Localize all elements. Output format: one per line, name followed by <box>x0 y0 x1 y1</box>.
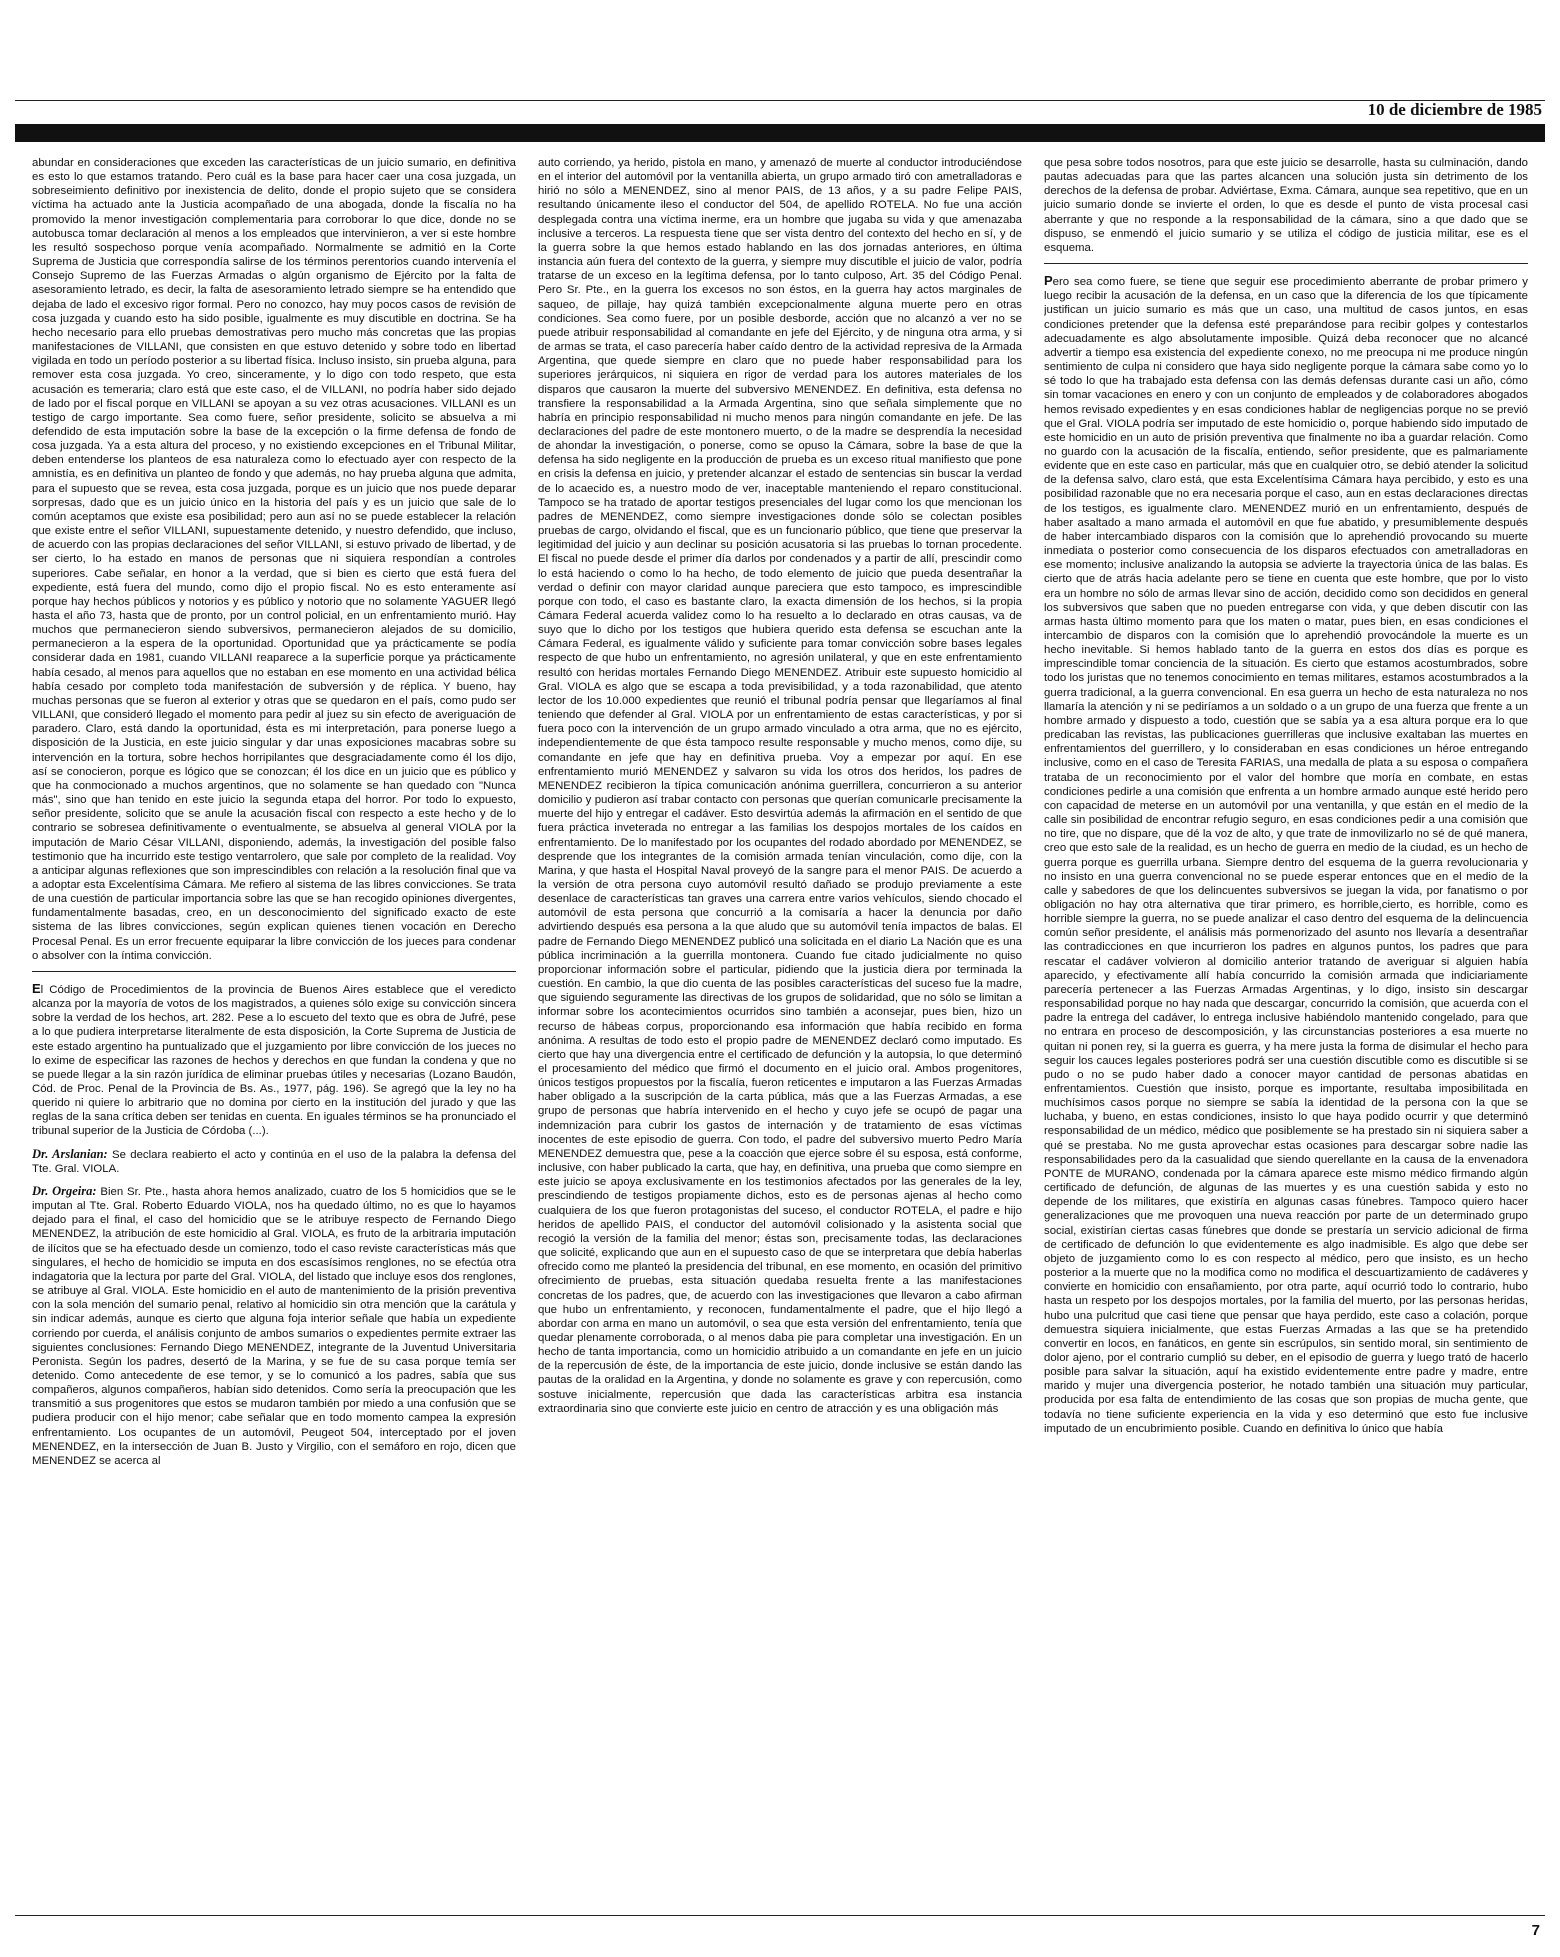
paragraph-text: l Código de Procedimientos de la provincia de Buenos Aires establece que el veredicto alcanza por la mayoría de votos de los magistrados, a quienes sólo exige su convicción sincera sobre la verdad de los hechos, art. 282. Pese a lo escueto del texto que es obra de Jufré, pese a lo que pudiera interpretarse literalmente de esta disposición, la Corte Suprema de Justicia de este estado argentino ha puntualizado que el juzgamiento por libre convicción de los jueces no lo exime de especificar las razones de hechos y derechos en que fundan la condena y que no se puede llegar a la sin razón jurídica de eliminar pruebas útiles y necesarias (Lozano Baudón, Cód. de Proc. Penal de la Provincia de Bs. As., 1977, pág. 196). Se agregó que la ley no ha querido ni quiere lo arbitrario que no domina por cierto en la institución del jurado y que las reglas de la sana crítica deben ser tenidas en cuenta. En iguales términos se ha pronunciado el tribunal superior de la Justicia de Córdoba (...). <box>32 983 516 1138</box>
footer-rule <box>15 1915 1545 1916</box>
paragraph-text: ero sea como fuere, se tiene que seguir ese procedimiento aberrante de probar primero y luego recibir la acusación de la defensa, en un caso que la diferencia de los que típicamente justifican un juicio sumario es más que un caso, una multitud de casos juntos, en esas condiciones pretender que la defensa esté preparándose para recibir golpes y contestarlos adecuadamente es algo absolutamente imposible. Quizá deba reconocer que no alcancé advertir a tiempo esa existencia del expediente conexo, no me preocupa ni me produce ningún sentimiento de culpa ni considero que haya sido negligente porque la cámara sabe como yo lo sé todo lo que ha trabajado esta defensa con las demás defensas durante casi un año, cómo sin tomar vacaciones en enero y con un conjunto de empleados y de colaboradores abogados hemos revisado expedientes y en esas condiciones hablar de negligencias porque no se previó que el Gral. VIOLA podría ser imputado de este homicidio o, porque habiendo sido imputado de este homicidio en un auto de prisión preventiva que finalmente no iba a guardar relación. Como no guardo con la acusación de la fiscalía, entiendo, señor presidente, que es palmariamente evidente que en este caso en particular, más que en cualquier otro, se debió atender la solicitud de la defensa salvo, claro está, que esta Excelentísima Cámara haya percibido, y esto es una posibilidad razonable que no era necesaria porque el caso, aun en estas declaraciones directas de los testigos, es igualmente claro. MENENDEZ murió en un enfrentamiento, después de haber asaltado a mano armada el automóvil en que fue abatido, y presumiblemente después de haber intercambiado disparos con la comisión que lo aprehendió provocando su muerte inmediata o posterior como consecuencia de los disparos efectuados con ametralladoras en ese momento; inclusive analizando la autopsia se advierte la trayectoria única de las balas. Es cierto que de atrás hacia adelante pero se tiene en cuenta que este hombre, que por lo visto era un hombre no sólo de armas llevar sino de acción, decidido como son decididos en general los subversivos que saben que no pueden entregarse con vida, y que deben discutir con las armas hasta último momento para que los maten o matar, pues bien, en esas condiciones el intercambio de disparos con la comisión que lo aprehendió provocándole la muerte es un hecho inevitable. Si hemos hablado tanto de la guerra en estos dos días es porque es imprescindible tomar conciencia de la situación. Es cierto que estamos acostumbrados, sobre todo los juristas que no tenemos conocimiento en temas militares, estamos acostumbrados a la guerra tradicional, a la guerra convencional. En esa guerra un hecho de esta naturaleza no nos llamaría la atención y ni se pediríamos a un soldado o a un grupo de una fuerza que frente a un hombre armado y dispuesto a todo, cuestión que se sabía ya a esa altura porque era lo que predicaban las revistas, las publicaciones guerrilleras que inclusive exaltaban las muertes en enfrentamientos del guerrillero, y lo consideraban en esas condiciones un héroe entregando inclusive, como en el caso de Teresita FARIAS, una medalla de plata a su esposa o compañera trataba de un reconocimiento por el valor del hombre que moría en combate, en estas condiciones pedirle a una comisión que enfrenta a un hombre armado aunque esté herido pero con capacidad de meterse en un automóvil por una ventanilla, y que están en el medio de la calle sin posibilidad de encontrar refugio seguro, en esas condiciones pedir a una comisión que no tire, que no dispare, que dé la voz de alto, y que trate de inmovilizarlo no sé de qué manera, creo que esto sale de la realidad, es un hecho de guerra en medio de la ciudad, es un hecho de guerra porque es guerrilla urbana. Siempre dentro del esquema de la guerra revolucionaria y no insisto en una guerra convencional no se puede esperar entonces que en el medio de la calle y sabedores de que los delincuentes subversivos se juegan la vida, por fanatismo o por obligación no hay otra alternativa que tirar primero, es horrible,cierto, es horrible, como es horrible siempre la guerra, no se puede analizar el caso dentro del esquema de la delincuencia común señor presidente, el análisis más pormenorizado del asunto nos llevaría a desentrañar las contradicciones en que incurrieron los padres en algunos puntos, los padres que para rescatar el cadáver volvieron al domicilio anterior tratando de averiguar si alguien había aparecido, y efectivamente allí había concurrido la comisión armada que indiciariamente parecería pertenecer a las Fuerzas Armadas Argentinas, y lo digo, insisto sin descargar responsabilidad porque no hay nada que descargar, concurrido la comisión, que acuerda con el padre la entrega del cadáver, lo entrega inclusive habiéndolo mantenido congelado, para que no entrara en proceso de descomposición, y las circunstancias posteriores a esa muerte no quitan ni ponen rey, si la guerra es guerra, y ha mere justa la forma de disimular el hecho para seguir los cauces legales posteriores podrá ser una cuestión discutible como es discutible si se pudo o no se pudo haber dado a conocer mayor cantidad de personas abatidas en enfrentamientos. Cuestión que insisto, porque es importante, resultaba imposibilitada en muchísimos casos porque no siempre se sabía la identidad de la persona con la que se luchaba, y bueno, en estas condiciones, insisto lo que haya podido ocurrir y que determinó responsabilidad de un médico, médico que posiblemente se ha prestado sin ni siquiera saber a qué se prestaba. No me gusta aprovechar estas ocasiones para descargar sobre nadie las responsabilidades pero da la casualidad que siendo querellante en la causa de la envenadora PONTE de MURANO, condenada por la cámara aparece este mismo médico firmando algún certificado de defunción, de algunas de las muertes y es una cuestión sabida y esto no depende de los militares, que existiría en algunas casas fúnebres. Tampoco quiero hacer generalizaciones que me provoquen una nueva reacción por parte de un determinado grupo social, existirían ciertas casas fúnebres que donde se prestaría un servicio adicional de firma de certificado de defunción lo que evidentemente es algo inadmisible. Es algo que debe ser objeto de juzgamiento como lo es con respecto al médico, pero que insisto, es un hecho posterior a la muerte que no la modifica como no modifica el descuartizamiento de cadáveres y convierte en homicidio con ensañamiento, por otra parte, aquí ocurrió todo lo contrario, hubo hasta un respeto por los despojos mortales, por la familia del muerto, por las personas heridas, hubo una pulcritud que casi tiene que pensar que haya perdido, este caso a colación, porque demuestra siquiera inicialmente, que estas Fuerzas Armadas a las que se ha pretendido convertir en locos, en fanáticos, en gente sin escrúpulos, sin sentido moral, sin sentimiento de dolor ajeno, por el contrario cumplió su deber, en el episodio de guerra y luego trató de hacerlo posible para salvar la situación, aquí ha existido evidentemente entre padre y madre, entre marido y mujer una divergencia posterior, he notado también una situación muy particular, producida por esa falta de entendimiento de las cosas que son propias de mucha gente, que todavía no tiene suficiente experiencia en la vida y eso determinó que esto fue inclusive imputado de un encubrimiento posible. Cuando en definitiva lo único que había <box>1044 276 1528 1435</box>
article-body <box>32 156 1528 1908</box>
column-2 <box>538 156 1022 1908</box>
section-divider <box>1044 263 1528 264</box>
initial-letter: E <box>32 980 41 996</box>
paragraph <box>32 1147 516 1176</box>
paragraph: que pesa sobre todos nosotros, para que este juicio se desarrolle, hasta su culminación, dando pautas adecuadas para que las partes alcancen una solución justa sin detrimento de los derechos de la defensa de probar. Adviértase, Exma. Cámara, aunque sea repetitivo, que en un juicio sumario donde se invierte el orden, lo que es desde el punto de vista procesal casi aberrante y que no responde a la responsabilidad de la cámara, sino a que dado que se dispuso, se enmendó el juicio sumario y se utiliza el código de justicia militar, ese es el esquema. <box>1044 157 1528 254</box>
paragraph-text: Bien Sr. Pte., hasta ahora hemos analizado, cuatro de los 5 homicidios que se le imputan al Tte. Gral. Roberto Eduardo VIOLA, nos ha quedado último, no es que lo hayamos dejado para el final, el caso del homicidio que se le atribuye respecto de Fernando Diego MENENDEZ, la atribución de este homicidio al Gral. VIOLA, es fruto de la arbitraria imputación de ilícitos que se ha efectuado desde un comienzo, todo el caso reviste características más que singulares, el hecho de homicidio se imputa en dos escasísimos renglones, no se efectúa otra indagatoria que la lectura por parte del Gral. VIOLA, del listado que incluye esos dos renglones, se atribuye al Gral. VIOLA. Este homicidio en el auto de mantenimiento de la prisión preventiva con la sola mención del sumario penal, relativo al homicidio sin otra mención que la carátula y sin indicar además, aunque es cierto que alguna foja interior señale que había un expediente corriendo por cuerda, el análisis conjunto de ambos sumarios o expedientes permite extraer las siguientes conclusiones: Fernando Diego MENENDEZ, integrante de la Juventud Universitaria Peronista. Según los padres, desertó de la Marina, y se fue de su casa porque temía ser detenido. Como antecedente de ese temor, y se lo comunicó a los padres, sabía que sus compañeros, algunos compañeros, habían sido detenidos. Como sería la preocupación que les transmitió a sus progenitores que estos se mudaron también por miedo a una confusión que se pudiera producir con el hijo menor; cabe señalar que en todo momento campea la expresión enfrentamiento. Los ocupantes de un automóvil, Peugeot 504, interceptado por el joven MENENDEZ, en la intersección de Juan B. Justo y Virgilio, con el semáforo en rojo, dicen que MENENDEZ se acerca al <box>32 1185 516 1467</box>
speaker-name: Dr. Orgeira: <box>32 1183 97 1198</box>
page-number: 7 <box>1531 1922 1540 1939</box>
initial-letter: P <box>1044 273 1053 289</box>
paragraph <box>32 982 516 1139</box>
column-3 <box>1044 156 1528 1908</box>
paragraph: abundar en consideraciones que exceden las características de un juicio sumario, en definitiva es esto lo que estamos tratando. Pero cuál es la base para hacer caer una cosa juzgada, un sobreseimiento definitivo por inexistencia de delito, donde el propio sujeto que se considera víctima ha actuado ante la Justicia acompañado de una abogada, donde la fiscalía no ha promovido la menor investigación complementaria para corroborar lo que dice, donde no se autobusca tomar declaración al menos a los empleados que intervinieron, a ver si este hombre les resultó sospechoso porque venía acompañado. Normalmente se admitió en la Corte Suprema de Justicia que correspondía salirse de los términos perentorios cuando intervenía el Consejo Supremo de las Fuerzas Armadas o algún organismo de Ejército por la falta de asesoramiento letrado, es decir, la falta de asesoramiento letrado siempre se ha entendido que dejaba de lado el excesivo rigor formal. Pero no conozco, hay muy pocos casos de revisión de cosa juzgada y cuando esto ha sido posible, igualmente es muy discutible en doctrina. Se ha hecho necesario para ello pruebas demostrativas pero mucho más concretas que las propias manifestaciones de VILLANI, que consisten en que estuvo detenido y sobre todo en libertad vigilada en todo un período posterior a su libertad física. Incluso insisto, sin prueba alguna, para remover esta cosa juzgada. Yo creo, sinceramente, y lo digo con todo respeto, que esta acusación es temeraria; claro está que este caso, el de VILLANI, no podría haber sido dejado de lado por el fiscal porque en VILLANI se apoyan a su vez otras acusaciones. VILLANI es un testigo de cargo importante. Sea como fuere, señor presidente, solicito se absuelva a mi defendido de esta imputación sobre la base de la excepción o la firme defensa de fondo de cosa juzgada. Ya a esta altura del proceso, y no existiendo excepciones en el Tribunal Militar, deben entenderse los planteos de esa naturaleza como lo efectuado ayer con respecto de la amnistía, es en definitiva un planteo de fondo y que además, no hay prueba alguna que admita, para el supuesto que se revea, esta cosa juzgada, porque es un juicio que nos puede deparar sorpresas, dado que es un juicio único en la historia del país y es un juicio que sale de lo común aceptamos que existe esa posibilidad; pero aun así no se puede establecer la relación que existe entre el señor VILLANI, supuestamente detenido, y nuestro defendido, que incluso, de acuerdo con las propias declaraciones del señor VILLANI, si estuvo privado de libertad, y de ser cierto, lo ha estado en manos de personas que ni siquiera respondían a controles superiores. Cabe señalar, en honor a la verdad, que si bien es cierto que está fuera del expediente, está fuera del mundo, como dijo el propio fiscal. No es esto enteramente así porque hay hechos públicos y notorios y es público y notorio que no solamente YAGUER llegó hasta el año 73, hasta que de pronto, por un control policial, en un enfrentamiento murió. Hay muchos que permanecieron siendo subversivos, permanecieron alejados de su domicilio, permanecieron a la espera de la oportunidad. Oportunidad que ya prácticamente se podía considerar dada en 1981, cuando VILLANI reaparece a la superficie porque ya prácticamente había cesado, al menos para aquellos que no estaban en ese momento en una actividad bélica había cesado por completo toda manifestación de subversión y de réplica. Y bueno, hay muchas personas que se fueron al exterior y otras que se quedaron en el país, como pudo ser VILLANI, que consideró llegado el momento para pedir al juez su sin efecto de averiguación de paradero. Claro, está dando la oportunidad, ésta es mi interpretación, para ponerse luego a disposición de la Justicia, en este juicio singular y dar unas exposiciones macabras sobre su intervención en la tortura, sobre hechos horripilantes que desgraciadamente como él los dijo, así se conocieron, porque es lógico que se conozcan; él los dice en un juicio que es público y que ha conmocionado a muchos argentinos, que no solamente se han quedado con "Nunca más", sino que han tenido en este juicio la segunda etapa del horror. Por todo lo expuesto, señor presidente, solicito que se anule la acusación fiscal con respecto a este hecho y de lo contrario se sobresea definitivamente o eventualmente, se absuelva al general VIOLA por la imputación de Mario César VILLANI, disponiendo, además, la investigación del posible falso testimonio que ha incurrido este testigo ventarrolero, que sale por completo de la realidad. Voy a anticipar algunas reflexiones que son imprescindibles con relación a la resolución final que va a adoptar esta Excelentísima Cámara. Me refiero al sistema de las libres convicciones. Se trata de una cuestión de particular importancia sobre las que se han recogido opiniones divergentes, fundamentalmente basadas, creo, en un desconocimiento del significado exacto de este sistema de las libres convicciones, según explican quienes tienen vocación en Derecho Procesal Penal. Es un error frecuente equiparar la libre convicción de los jueces para condenar o absolver con la íntima convicción. <box>32 157 516 962</box>
paragraph <box>1044 274 1528 1436</box>
paragraph: auto corriendo, ya herido, pistola en mano, y amenazó de muerte al conductor introduciéndose en el interior del automóvil por la ventanilla abierta, un grupo armado tiró con ametralladoras e hirió no sólo a MENENDEZ, sino al menor PAIS, de 13 años, y a su padre Felipe PAIS, resultando únicamente ileso el conductor del 504, de apellido ROTELA. No fue una acción desplegada contra una víctima inerme, era un hombre que jugaba su vida y que amenazaba inclusive a terceros. La respuesta tiene que ser vista dentro del contexto del hecho en sí, y de la guerra sobre la que hemos estado hablando en las dos jornadas anteriores, en última instancia aún fuera del contexto de la guerra, y siempre muy discutible el juicio de valor, podría tratarse de un exceso en la legítima defensa, por lo tanto culposo, Art. 35 del Código Penal. Pero Sr. Pte., en la guerra los excesos no son éstos, en la guerra hay actos marginales de saqueo, de pillaje, hay quizá también excepcionalmente alguna muerte pero en otras condiciones. Sea como fuere, por un posible desborde, acción que no alcanzó a ver no se puede atribuir responsabilidad al comandante en jefe del Ejército, y de ninguna otra arma, y si de armas se trata, el caso parecería haber caído dentro de la actividad represiva de la Armada Argentina, que quede siempre en claro que no puede haber responsabilidad para los superiores jerárquicos, ni siquiera en rigor de verdad para los autores materiales de los disparos que causaron la muerte del subversivo MENENDEZ. En definitiva, esta defensa no transfiere la responsabilidad a la Armada Argentina, sino que señala simplemente que no habría en principio responsabilidad ni mucho menos para ningún comandante en jefe. De las declaraciones del padre de este montonero muerto, o de la madre se desprendía la necesidad de ahondar la investigación, o ponerse, como se opuso la Cámara, sobre la base de que la defensa ha sido negligente en la producción de prueba es un exceso ritual manifiesto que pone en crisis la defensa en juicio, y pretender alcanzar el estado de sentencias sin buscar la verdad de lo acaecido es, a nuestro modo de ver, inaceptable manteniendo el reparo constitucional. Tampoco se ha tratado de aportar testigos presenciales del lugar como los que mencionan los padres de MENENDEZ, como siempre investigaciones donde sólo se colectan posibles pruebas de cargo, olvidando el fiscal, que es un funcionario público, que tiene que preservar la legitimidad del juicio y aun declinar su posición acusatoria si las pruebas lo tornan procedente. El fiscal no puede desde el primer día darlos por condenados y a partir de allí, prescindir como lo está haciendo o como lo ha hecho, de todo elemento de juicio que pueda desentrañar la verdad o definir con mayor claridad aunque pareciera que esto tampoco, es imprescindible porque con todo, el caso es bastante claro, la exacta dimensión de los hechos, si la propia Cámara Federal acuerda validez como lo ha resuelto a lo declarado en otras causas, va de suyo que lo dicho por los testigos que hubiera querido esta defensa se escuchan ante la Cámara Federal, es igualmente válido y suficiente para tomar convicción sobre bases legales respecto de que hubo un enfrentamiento, no agresión unilateral, y que en este enfrentamiento resultó con heridas mortales Fernando Diego MENENDEZ. Atribuir este supuesto homicidio al Gral. VIOLA es algo que se escapa a toda previsibilidad, y a toda razonabilidad, que atento lector de los 10.000 expedientes que reunió el tribunal podría pensar que llegaríamos al final teniendo que defender al Gral. VIOLA por un enfrentamiento de estas características, y por si fuera poco con la intervención de un grupo armado vinculado a otra arma, que no es ejército, independientemente de que ésta tampoco resulte responsable y mucho menos, como dije, su comandante en jefe que hay en definitiva prueba. Voy a empezar por aquí. En ese enfrentamiento murió MENENDEZ y salvaron su vida los otros dos heridos, los padres de MENENDEZ recibieron la típica comunicación anónima guerrillera, concurrieron a su anterior domicilio y pudieron así trabar contacto con personas que querían comunicarle precisamente la muerte del hijo y entregar el cadáver. Esto desvirtúa además la afirmación en el sentido de que fuera práctica inveterada no entregar a las familias los despojos mortales de los caídos en enfrentamiento. De lo manifestado por los ocupantes del rodado abordado por MENENDEZ, se desprende que los integrantes de la comisión armada tenían vinculación, como dije, con la Marina, y que hasta el Hospital Naval proveyó de la sangre para el menor PAIS. De acuerdo a la versión de otra persona cuyo automóvil resultó dañado se produjo previamente a este desenlace de características tan graves una carrera entre varios vehículos, siendo chocado el automóvil de esta persona que concurrió a la comisaría a hacer la denuncia por daño advirtiendo después esa persona a la que aludo que su automóvil tenía impactos de balas. El padre de Fernando Diego MENENDEZ publicó una solicitada en el diario La Nación que es una pública incriminación a la guerrilla montonera. Cuando fue citado judicialmente no quiso proporcionar información sobre el particular, pidiendo que la justicia diera por terminada la cuestión. En cambio, la que dio cuenta de las posibles características del suceso fue la madre, que siguiendo seguramente las directivas de los grupos de solidaridad, que no sólo se limitan a informar sobre los acontecimientos ocurridos sino también a aconsejar, pues bien, hizo un recurso de hábeas corpus, proporcionando esa información que había recibido en forma anónima. A resultas de todo esto el propio padre de MENENDEZ declaró como imputado. Es cierto que hay una divergencia entre el certificado de defunción y la autopsia, lo que determinó el procesamiento del médico que firmó el documento en el juicio oral. Ambos progenitores, únicos testigos propuestos por la fiscalía, fueron reticentes e imputaron a las Fuerzas Armadas haber obligado a la suscripción de la carta pública, más que a las Fuerzas Armadas, a ese grupo de personas que habría intervenido en el hecho y cuyo jefe se ocupó de pagar una indemnización para cubrir los gastos de internación y de tratamiento de esas víctimas inocentes de este episodio de guerra. Con todo, el padre del subversivo muerto Pedro María MENENDEZ demuestra que, pese a la coacción que ejerce sobre él su esposa, está conforme, inclusive, con haber publicado la carta, que hay, en definitiva, una prueba que como siempre en este juicio se apoya exclusivamente en los testimonios afectados por las generales de la ley, prescindiendo de testigos propiamente dichos, esto es de personas ajenas al hecho como cualquiera de los que fueron protagonistas del suceso, el conductor ROTELA, el padre e hijo heridos de apellido PAIS, el conductor del automóvil colisionado y la asistenta social que recogió la versión de la familia del menor; éstas son, precisamente todas, las declaraciones que solicité, explicando que aun en el supuesto caso de que se interpretara que debía haberlas ofrecido como me planteó la presidencia del tribunal, en ese momento, en ocasión del primitivo ofrecimiento de pruebas, esta situación quedaba resuelta frente a las manifestaciones concretas de los padres, que, de acuerdo con las investigaciones que llevaron a cabo afirman que hubo un enfrentamiento, y reconocen, fundamentalmente el padre, que el hijo llegó a abordar con arma en mano un automóvil, o sea que esta versión del enfrentamiento, tenía que quedar plenamente corroborada, o al menos daba pie para completar una investigación. En un hecho de tanta importancia, como un homicidio atribuido a un comandante en jefe en un juicio de la repercusión de éste, de la importancia de este juicio, donde inclusive se están dando las pautas de la oralidad en la Argentina, y donde no solamente es grave y con repercusión, como sostuve inicialmente, repercusión que dada las características arbitra esa instancia extraordinaria sino que convierte este juicio en centro de atracción y es una obligación más <box>538 157 1022 1415</box>
column-1 <box>32 156 516 1908</box>
issue-date: 10 de diciembre de 1985 <box>1367 100 1542 119</box>
paragraph-text: Se declara reabierto el acto y continúa en el uso de la palabra la defensa del Tte. Gral. VIOLA. <box>32 1148 516 1175</box>
header-rule <box>15 100 1545 101</box>
section-divider <box>32 971 516 972</box>
header-bar <box>15 124 1545 142</box>
speaker-name: Dr. Arslanian: <box>32 1146 108 1161</box>
paragraph <box>32 1184 516 1468</box>
